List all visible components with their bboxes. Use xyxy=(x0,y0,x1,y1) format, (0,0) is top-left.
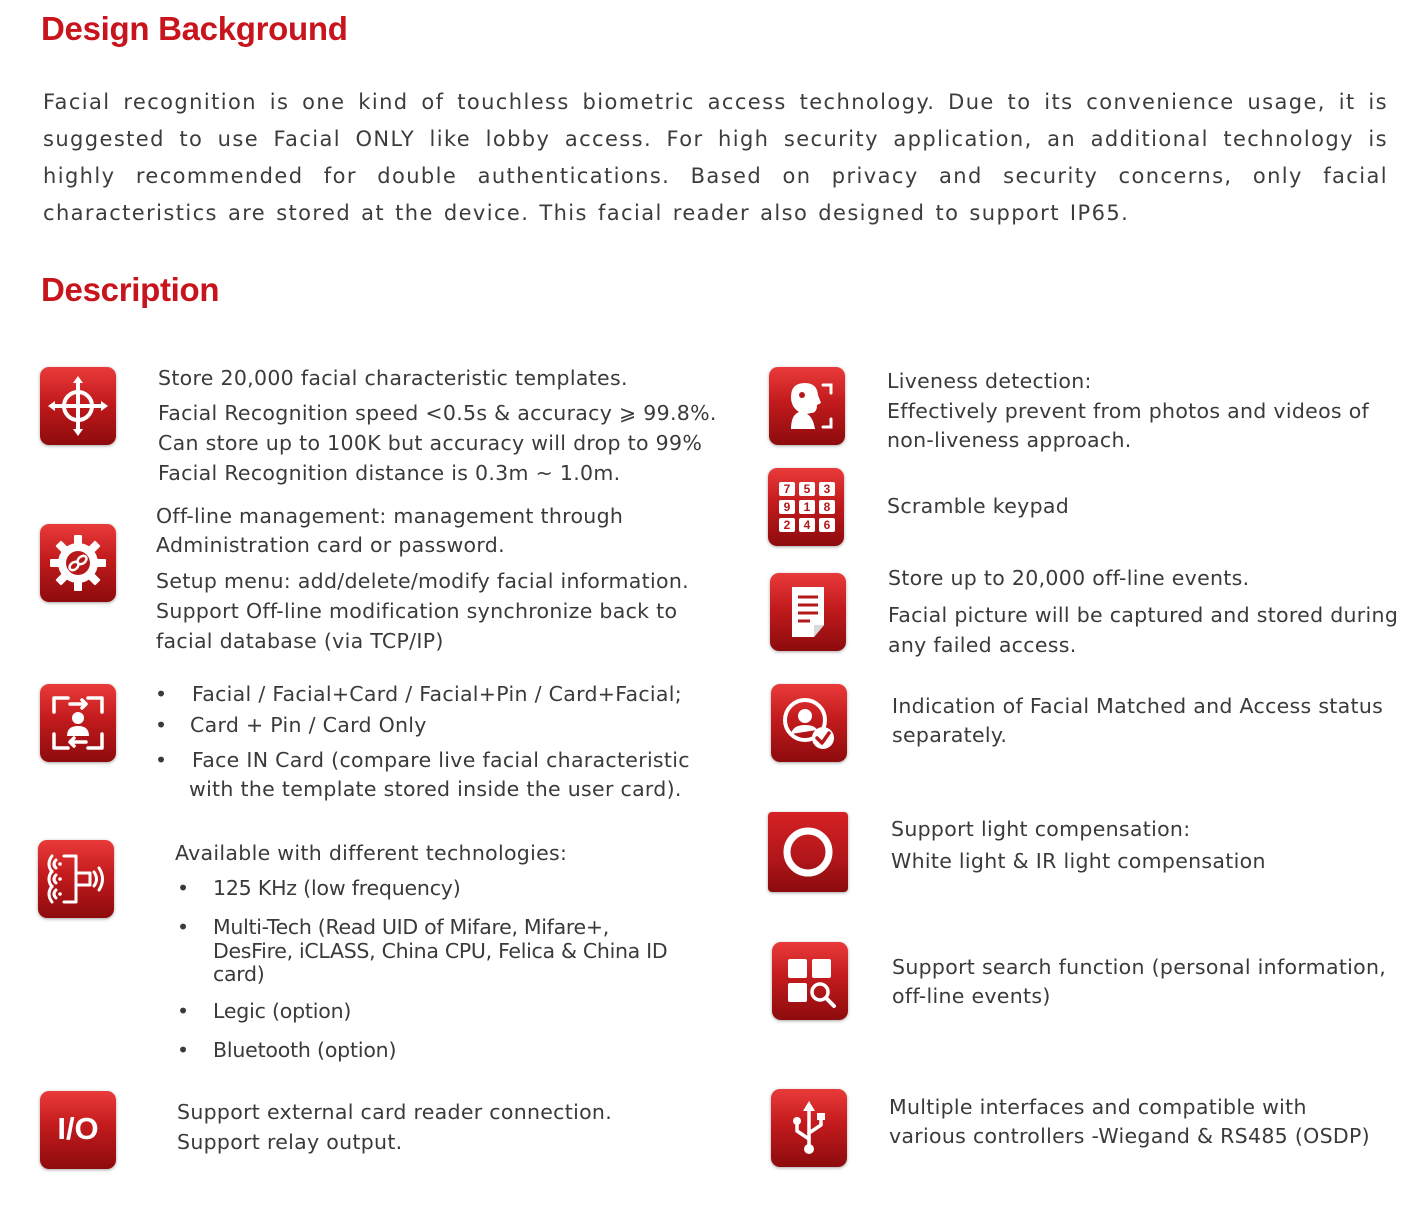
document-icon xyxy=(770,573,846,651)
liveness-text xyxy=(887,366,1369,455)
events-line: Store up to 20,000 off-line events. xyxy=(888,566,1250,590)
technology-item-text: 125 KHz (low frequency) xyxy=(213,876,461,900)
offline-line: Administration card or password. xyxy=(156,533,505,557)
modes-bullet-text: Card + Pin / Card Only xyxy=(190,713,427,737)
search-text xyxy=(892,953,1386,1011)
offline-line: Setup menu: add/delete/modify facial information. xyxy=(156,569,689,593)
technologies-heading-text: Available with different technologies: xyxy=(175,841,568,865)
offline-line: facial database (via TCP/IP) xyxy=(156,629,444,653)
keypad-key: 2 xyxy=(779,518,795,532)
modes-continuation xyxy=(155,777,755,807)
io-text xyxy=(177,1097,612,1157)
keypad-key: 4 xyxy=(799,518,815,532)
light-text xyxy=(891,814,1266,876)
keypad-key: 1 xyxy=(799,500,815,514)
interfaces-line: various controllers -Wiegand & RS485 (OSDP) xyxy=(889,1124,1370,1148)
usb-icon xyxy=(771,1089,847,1167)
technology-item-text: Multi-Tech (Read UID of Mifare, Mifare+, xyxy=(213,915,609,939)
indication-line: separately. xyxy=(892,723,1008,747)
technology-item: • Multi-Tech (Read UID of Mifare, Mifare+, xyxy=(177,915,609,939)
modes-bullet-text: Face IN Card (compare live facial characteristic xyxy=(192,748,690,772)
design-background-paragraph: Facial recognition is one kind of touchless biometric access technology. Due to its convenience usage, it is suggested to use Facial ONLY like lobby access. For high security application, an additional technology is highly recommended for double authentications. Based on privacy and security concerns, only facial characteristics are stored at the device. This facial reader also designed to support IP65. xyxy=(43,90,1388,225)
keypad-key: 6 xyxy=(819,518,835,532)
io-icon-label: I/O xyxy=(57,1111,99,1146)
templates-line: Facial Recognition distance is 0.3m ~ 1.0m. xyxy=(158,461,621,485)
liveness-line: non-liveness approach. xyxy=(887,428,1132,452)
gear-link-icon xyxy=(40,524,116,602)
interfaces-line: Multiple interfaces and compatible with xyxy=(889,1095,1307,1119)
io-line: Support external card reader connection. xyxy=(177,1100,613,1124)
user-check-icon xyxy=(771,684,847,762)
face-scan-icon xyxy=(769,367,845,445)
keypad-grid xyxy=(779,482,835,532)
liveness-line: Effectively prevent from photos and videos of xyxy=(887,399,1370,423)
templates-text xyxy=(158,363,717,488)
keypad-key: 7 xyxy=(779,482,795,496)
technology-item-text: Bluetooth (option) xyxy=(213,1038,397,1062)
technology-item: • Legic (option) xyxy=(177,999,352,1023)
technology-item-text: Legic (option) xyxy=(213,999,352,1023)
modes-bullet-text: with the template stored inside the user card). xyxy=(189,777,682,801)
keypad-key: 3 xyxy=(819,482,835,496)
templates-line: Facial Recognition speed <0.5s & accuracy ⩾ 99.8%. xyxy=(158,401,717,425)
events-text xyxy=(888,563,1398,660)
keypad-key: 8 xyxy=(819,500,835,514)
modes-bullet: • Facial / Facial+Card / Facial+Pin / Card+Facial; xyxy=(155,682,682,706)
technology-item-text: card) xyxy=(213,962,265,986)
templates-line: Can store up to 100K but accuracy will drop to 99% xyxy=(158,431,703,455)
offline-text xyxy=(156,502,689,656)
card-reader-icon xyxy=(38,840,114,918)
keypad-text xyxy=(887,491,1069,521)
description-title: Description xyxy=(41,271,220,308)
search-line: Support search function (personal information, xyxy=(892,955,1387,979)
grid-search-icon xyxy=(772,942,848,1020)
technologies-heading xyxy=(175,838,567,868)
technology-item-continuation xyxy=(177,962,737,988)
indication-text xyxy=(892,691,1383,749)
liveness-line: Liveness detection: xyxy=(887,369,1092,393)
crosshair-icon xyxy=(40,367,116,445)
keypad-key: 9 xyxy=(779,500,795,514)
events-line: Facial picture will be captured and stored during xyxy=(888,603,1399,627)
offline-line: Off-line management: management through xyxy=(156,504,624,528)
light-line: Support light compensation: xyxy=(891,817,1191,841)
offline-line: Support Off-line modification synchronize back to xyxy=(156,599,678,623)
events-line: any failed access. xyxy=(888,633,1077,657)
modes-bullet: • Face IN Card (compare live facial characteristic xyxy=(155,748,690,772)
templates-line: Store 20,000 facial characteristic templates. xyxy=(158,366,628,390)
technology-item: • Bluetooth (option) xyxy=(177,1038,397,1062)
io-line: Support relay output. xyxy=(177,1130,403,1154)
ring-icon xyxy=(768,812,848,892)
interfaces-text xyxy=(889,1093,1370,1151)
design-background-title: Design Background xyxy=(41,10,348,47)
io-icon xyxy=(40,1091,116,1169)
modes-bullet: • Card + Pin / Card Only xyxy=(155,713,427,737)
user-switch-icon xyxy=(40,684,116,762)
indication-line: Indication of Facial Matched and Access status xyxy=(892,694,1384,718)
keypad-key: 5 xyxy=(799,482,815,496)
keypad-icon xyxy=(768,468,844,546)
light-line: White light & IR light compensation xyxy=(891,849,1266,873)
modes-bullet-text: Facial / Facial+Card / Facial+Pin / Card+Facial; xyxy=(192,682,682,706)
technology-item-text: DesFire, iCLASS, China CPU, Felica & China ID xyxy=(213,939,668,963)
technology-item: • 125 KHz (low frequency) xyxy=(177,876,461,900)
keypad-label: Scramble keypad xyxy=(887,494,1070,518)
search-line: off-line events) xyxy=(892,984,1051,1008)
